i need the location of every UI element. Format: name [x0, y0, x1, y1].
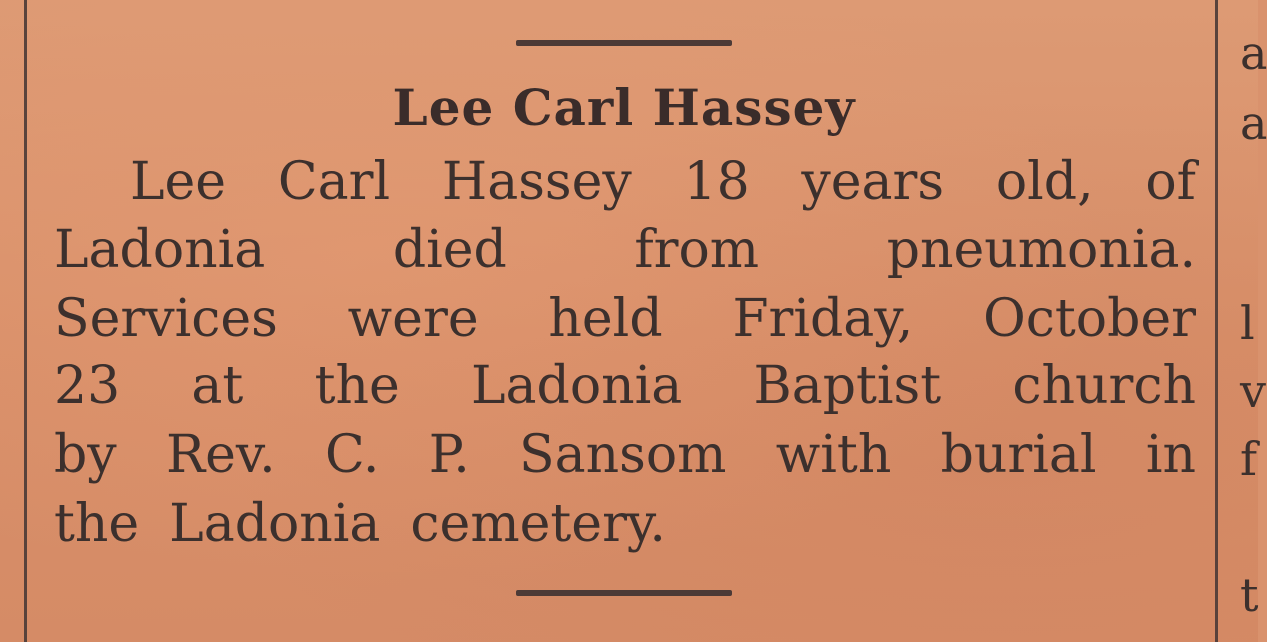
word: Baptist	[753, 356, 942, 416]
word: died	[392, 220, 507, 280]
word: church	[1012, 356, 1196, 416]
word: the	[314, 356, 400, 416]
word: pneumonia.	[886, 220, 1196, 280]
column-rule-left	[24, 0, 27, 642]
body-line-2	[54, 218, 1196, 282]
word: 23	[54, 356, 121, 416]
word: Sansom	[519, 425, 727, 485]
word: Ladonia	[471, 356, 683, 416]
adjacent-column-fragment: f	[1240, 432, 1258, 486]
word: Carl	[277, 152, 391, 212]
word: P.	[428, 425, 470, 485]
word: Hassey	[441, 152, 632, 212]
word: Services	[54, 289, 278, 349]
body-line-1	[130, 150, 1196, 214]
word: from	[634, 220, 760, 280]
word: held	[548, 289, 663, 349]
word: Ladonia	[54, 220, 266, 280]
word: Lee	[130, 152, 227, 212]
word: old,	[995, 152, 1094, 212]
word: at	[191, 356, 244, 416]
obituary-headline: Lee Carl Hassey	[392, 78, 856, 137]
word: Rev.	[165, 425, 276, 485]
body-line-4	[54, 354, 1196, 418]
adjacent-column-fragment: a	[1240, 96, 1267, 150]
word: by	[54, 425, 117, 485]
body-line-6	[54, 492, 1196, 556]
word: C.	[324, 425, 380, 485]
word: 18	[683, 152, 750, 212]
word: the	[54, 494, 140, 554]
word: Friday,	[732, 289, 914, 349]
word: cemetery.	[410, 494, 666, 554]
body-line-3	[54, 287, 1196, 351]
word: in	[1145, 425, 1196, 485]
word: of	[1145, 152, 1196, 212]
word: October	[983, 289, 1196, 349]
separator-bottom	[516, 590, 732, 596]
adjacent-column-fragment: l	[1240, 296, 1255, 350]
word: burial	[940, 425, 1097, 485]
separator-top	[516, 40, 732, 46]
adjacent-column-fragment: v	[1240, 364, 1266, 418]
adjacent-column-fragment: a	[1240, 26, 1267, 80]
word: years	[801, 152, 945, 212]
adjacent-column-fragment: t	[1240, 568, 1259, 622]
body-line-5	[54, 423, 1196, 487]
word: were	[347, 289, 479, 349]
word: with	[775, 425, 892, 485]
word: Ladonia	[169, 494, 381, 554]
